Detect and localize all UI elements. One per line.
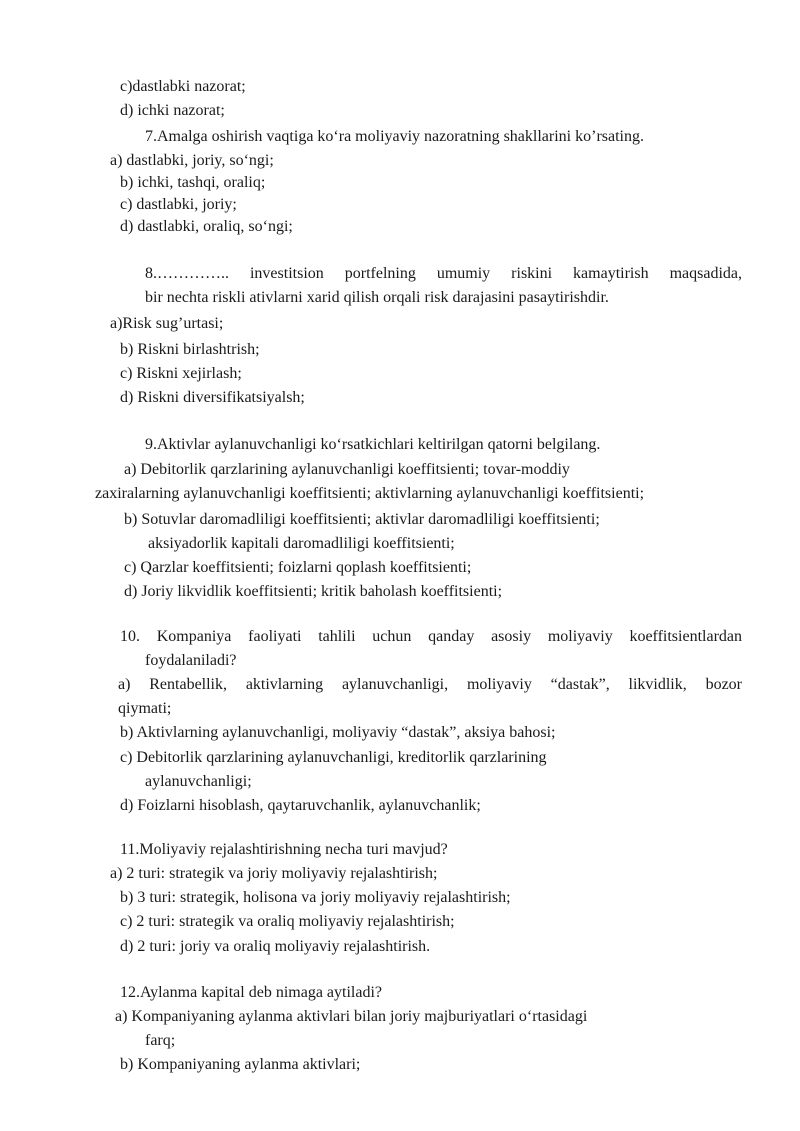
q10-option-c-line-1: c) Debitorlik qarzlarining aylanuvchanligi, kreditorlik qarzlarining [120,749,547,766]
q10-option-c-line-2: aylanuvchanligi; [145,773,252,790]
q9-option-c: c) Qarzlar koeffitsienti; foizlarni qoplash koeffitsienti; [124,559,472,576]
q12-option-a-line-1: a) Kompaniyaning aylanma aktivlari bilan joriy majburiyatlari o‘rtasidagi [115,1008,588,1025]
q11-option-d: d) 2 turi: joriy va oraliq moliyaviy rejalashtirish. [120,938,431,955]
q8-option-a: a)Risk sug’urtasi; [110,315,224,332]
q12-option-a-line-2: farq; [145,1032,176,1049]
q7-option-d: d) dastlabki, oraliq, so‘ngi; [120,218,293,235]
q9-question: 9.Aktivlar aylanuvchanligi ko‘rsatkichlari keltirilgan qatorni belgilang. [145,436,601,453]
q7-option-b: b) ichki, tashqi, oraliq; [120,174,266,191]
q7-option-a: a) dastlabki, joriy, so‘ngi; [110,152,274,169]
q12-question: 12.Aylanma kapital deb nimaga aytiladi? [120,984,382,1001]
q10-option-d: d) Foizlarni hisoblash, qaytaruvchanlik, aylanuvchanlik; [120,797,481,814]
q6-option-c: c)dastlabki nazorat; [120,78,246,95]
q9-option-b-line-2: aksiyadorlik kapitali daromadliligi koeffitsienti; [148,535,455,552]
q11-option-b: b) 3 turi: strategik, holisona va joriy moliyaviy rejalashtirish; [120,889,511,906]
q7-question: 7.Amalga oshirish vaqtiga ko‘ra moliyaviy nazoratning shakllarini ko’rsating. [145,128,644,145]
q10-question-line-2: foydalaniladi? [145,652,237,669]
q8-question-line-2: bir nechta riskli ativlarni xarid qilish orqali risk darajasini pasaytirishdir. [145,289,609,306]
q10-option-a-line-2: qiymati; [118,700,172,717]
q9-option-d: d) Joriy likvidlik koeffitsienti; kritik baholash koeffitsienti; [124,583,503,600]
q9-option-b-line-1: b) Sotuvlar daromadliligi koeffitsienti; aktivlar daromadliligi koeffitsienti; [124,511,600,528]
q8-option-c: c) Riskni xejirlash; [120,365,242,382]
q9-option-a-line-2: zaxiralarning aylanuvchanligi koeffitsienti; aktivlarning aylanuvchanligi koeffitsienti; [95,485,645,502]
q8-question-line-1: 8.………….. investitsion portfelning umumiy riskini kamaytirish maqsadida, [145,265,742,282]
q12-option-b: b) Kompaniyaning aylanma aktivlari; [120,1056,361,1073]
q8-option-d: d) Riskni diversifikatsiyalsh; [120,389,305,406]
q11-option-a: a) 2 turi: strategik va joriy moliyaviy rejalashtirish; [110,865,438,882]
q10-question-line-1: 10. Kompaniya faoliyati tahlili uchun qanday asosiy moliyaviy koeffitsientlardan [120,628,742,645]
q6-option-d: d) ichki nazorat; [120,102,225,119]
q11-option-c: c) 2 turi: strategik va oraliq moliyaviy rejalashtirish; [120,913,455,930]
q8-option-b: b) Riskni birlashtrish; [120,341,260,358]
q10-option-a-line-1: a) Rentabellik, aktivlarning aylanuvchanligi, moliyaviy “dastak”, likvidlik, bozor [118,676,742,693]
q11-question: 11.Moliyaviy rejalashtirishning necha turi mavjud? [120,841,448,858]
q9-option-a-line-1: a) Debitorlik qarzlarining aylanuvchanligi koeffitsienti; tovar-moddiy [124,461,570,478]
q10-option-b: b) Aktivlarning aylanuvchanligi, moliyaviy “dastak”, aksiya bahosi; [120,724,556,741]
q7-option-c: c) dastlabki, joriy; [120,196,237,213]
